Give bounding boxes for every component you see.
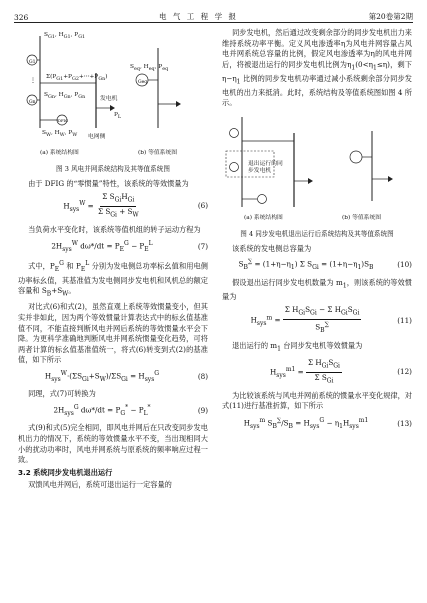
section-heading: 3.2 系统同步发电机退出运行 [18, 467, 113, 477]
equation-number: (10) [397, 260, 412, 270]
fig3-generator-label: 发电机 [100, 96, 118, 102]
figure-4-caption: 图 4 同步发电机退出运行后系统结构及其等值系统图 [240, 230, 394, 239]
equation-8: $H_{sys}^W\cdot(\Sigma S_{Gi}+S_W)/\Sigma S_{Gi} = H_{sys}^G$ (8) [44, 369, 208, 383]
svg-text:Gn: Gn [29, 100, 36, 105]
figure-3 [18, 28, 208, 162]
fig3-label-g1: $S_{G1}$, $H_{G1}$, $P_{G1}$ [44, 32, 86, 41]
fig3-sub-a: (a) 系统结构图 [40, 150, 79, 156]
svg-text:DFIG: DFIG [58, 118, 69, 123]
equation-10: $S_B^\sum = (1+\eta-\eta_1)$ Σ $S_{Gi} = (1+\eta-\eta_1)S_B$ (10) [238, 258, 412, 272]
svg-text:G1: G1 [29, 60, 36, 65]
figure-4 [222, 111, 412, 227]
equation-number: (8) [197, 371, 208, 381]
equation-number: (12) [397, 366, 412, 376]
equation-6: $H_{sys}^W$ = $\frac{\Sigma S_{Gi}H_{Gi}}{\Sigma S_{Gi} + S_W}$ (6) [63, 192, 208, 219]
fig4-sub-a: (a) 系统结构图 [244, 215, 283, 222]
page-header [14, 8, 413, 22]
paragraph: 退出运行的 $m_1$ 台同步发电机等效惯量为 [232, 340, 363, 353]
equation-number: (13) [397, 418, 412, 428]
equation-7: $2H_{sys}^W$ $d\omega*/dt = P_E^G - P_E^L$ (7) [51, 239, 208, 253]
paragraph: 由于 DFIG 的“零惯量”特性，该系统的等效惯量为 [28, 178, 189, 188]
svg-text:⋮: ⋮ [30, 77, 36, 84]
equation-13: $H_{sys}^m$ $S_B^\sum/S_B = H_{sys}^G - \eta_1H_{sys}^{m1}$ (13) [243, 417, 412, 430]
paragraph: 为比较该系统与风电并网前系统的惯量水平变化规律，对式(11)进行基准折算，如下所示 [222, 390, 412, 411]
fig3-bus-label: 电网侧 [88, 134, 106, 140]
paragraph: 该系统的发电侧总容量为 [232, 243, 312, 253]
fig3-load-label: $P_L$ [114, 112, 122, 121]
equation-number: (9) [197, 405, 208, 415]
page-number: 326 [14, 13, 29, 22]
equation-number: (6) [197, 201, 208, 211]
fig3-sub-b: (b) 等值系统图 [138, 150, 178, 156]
fig3-sum-label: $\Sigma(P_{G1}+P_{G2}+\cdots+P_{Gn})$ [46, 74, 108, 83]
fig3-wind-label: $S_W$, $H_W$, $P_W$ [42, 130, 78, 139]
fig4-box-label: 退出运行的同步发电机 [248, 161, 283, 175]
header-rule [14, 22, 413, 23]
paragraph: 双馈风电并网后，系统可退出运行一定容量的 [28, 480, 172, 490]
issue-label: 第20卷第2期 [368, 12, 413, 21]
paragraph: 式中，$P_E^G$ 和 $P_E^L$ 分别为发电侧总功率标幺值和用电侧功率标幺值，其基准值为发电侧同步发电机和风机总的额定容量和 $S_B+S_W$。 [18, 260, 208, 298]
left-column [18, 28, 208, 493]
right-column [222, 28, 412, 436]
equation-12: $H_{sys}^{m1}$ = $\frac{\Sigma H_{Gi}S_{Gi}}{\Sigma S_{Gi}}$ (12) [270, 357, 412, 385]
svg-text:Geq: Geq [138, 80, 148, 85]
paragraph: 假设退出运行同步发电机数量为 $m_1$，则该系统的等效惯量为 [222, 277, 412, 301]
fig3-eq-label: $S_{eq}$, $H_{eq}$, $P_{eq}$ [130, 64, 169, 73]
equation-9: $2H_{sys}^G$ $d\omega*/dt = P_G^* - P_L^*$ (9) [53, 403, 208, 417]
paragraph: 当负荷水平变化时，该系统等值机组的转子运动方程为 [28, 225, 201, 235]
paragraph: 式(9)和式(5)完全相同，即风电并网后在只改变同步发电机出力的情况下，系统的等效惯量水平不变，当出现相同大小的扰动功率时，风电并网系统与原系统的频率响应过程一致。 [18, 423, 208, 465]
fig4-sub-b: (b) 等值系统图 [342, 215, 382, 222]
paragraph: 对比式(6)和式(2)，虽然直观上系统等效惯量变小，但其实并非如此，因为两个等效惯量计算表达式中的标幺值基准值不同，不能直接判断风电并网后系统的等效惯量水平会下降。为更科学准确地判断风电并网系统惯量变化趋势，可将两者计算的标幺值基准值统一，将式(6)转变到式(2)的基准值，如下所示 [18, 302, 208, 365]
fig3-label-gn: $S_{Gn}$, $H_{Gn}$, $P_{Gn}$ [44, 92, 86, 101]
figure-3-caption: 图 3 风电并网系统结构及其等值系统图 [56, 165, 170, 173]
paragraph: 同步发电机，然后通过改变剩余部分的同步发电机出力来维持系统功率平衡。定义风电渗透率η为风电并网容量占风电并网系统总容量的比例，假定风电渗透率为η的风电并网后，将被退出运行的同步发电机比例为$\eta_1(0<\eta_1\le\eta)$，剩下 $\eta-\eta_1$ 比例的同步发电机功率通过减小系统剩余部分同步发电机的出力来抵消。此时，系统结构及等值系统图如图 4 所示。 [222, 28, 412, 108]
equation-11: $H_{sys}^m$ = $\frac{\Sigma H_{Gi}S_{Gi} - \Sigma H_{Gi}S_{Gi}}{S_B^\sum}$ (11) [250, 305, 412, 335]
journal-name: 电 气 工 程 学 报 [159, 12, 238, 21]
paragraph: 同理，式(7)可转换为 [28, 389, 96, 399]
equation-number: (7) [197, 241, 208, 251]
equation-number: (11) [397, 315, 412, 325]
